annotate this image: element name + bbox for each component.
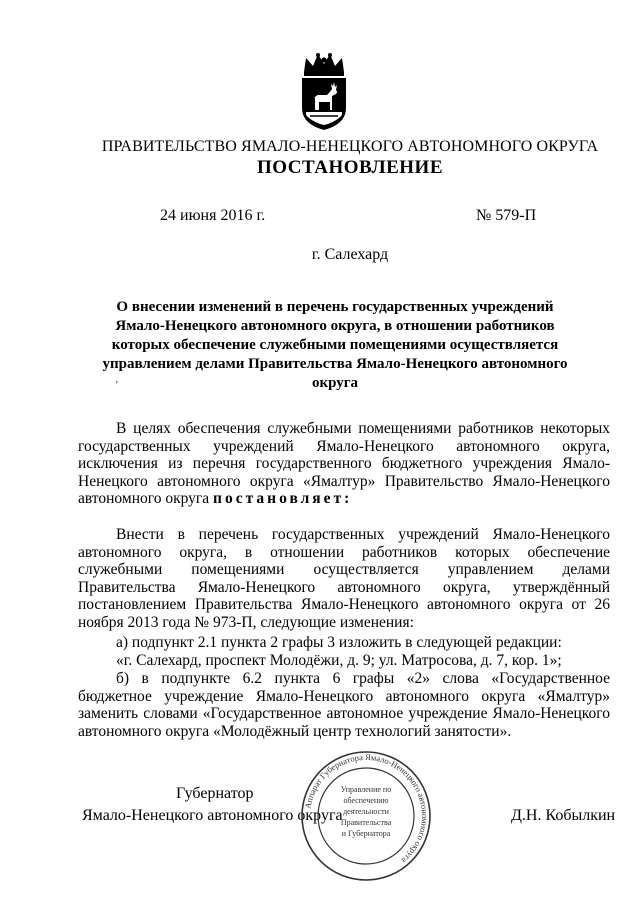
decree-word: постановляет: bbox=[213, 490, 353, 508]
paragraph-main: Внести в перечень государственных учреждений Ямало-Ненецкого автономного округа, в отношении работников которых обеспечение служебными помещениями осуществляется управлением делами Правительства Ямало-Ненецкого автономного округа, утверждённый постановлением Правительства Ямало-Ненецкого автономного округа от 26 ноября 2013 года № 973-П, следующие изменения: bbox=[78, 526, 610, 631]
official-stamp bbox=[298, 748, 434, 884]
stamp-line-1: Управление по bbox=[340, 785, 392, 794]
stamp-ring-text: Аппарат Губернатора Ямало-Ненецкого автономного округа bbox=[302, 751, 431, 866]
paragraph-address: «г. Салехард, проспект Молодёжи, д. 9; ул. Матросова, д. 7, кор. 1»; bbox=[116, 652, 562, 669]
paragraph-item-a: а) подпункт 2.1 пункта 2 графы 3 изложить в следующей редакции: bbox=[116, 634, 562, 651]
government-name: ПРАВИТЕЛЬСТВО ЯМАЛО-НЕНЕЦКОГО АВТОНОМНОГО ОКРУГА bbox=[101, 138, 599, 155]
signature-title: Губернатор bbox=[176, 785, 254, 802]
stamp-line-2: обеспечению bbox=[343, 796, 389, 805]
preamble-text: В целях обеспечения служебными помещениями работников некоторых государственных учреждений Ямало-Ненецкого автономного округа, исключения из перечня государственного бюджетного учреждения Ямало-Ненецкого автономного округа «Ямалтур» Правительство Ямало-Ненецкого автономного округа bbox=[78, 420, 610, 508]
signature-org: Ямало-Ненецкого автономного округа bbox=[82, 807, 343, 824]
document-number: № 579-П bbox=[476, 207, 537, 224]
paragraph-item-b: б) в подпункте 6.2 пункта 6 графы «2» слова «Государственное бюджетное учреждение Ямало-Ненецкого автономного округа «Ямалтур» заменить словами «Государственное автономное учреждение Ямало-Ненецкого автономного округа «Молодёжный центр технологий занятости». bbox=[78, 670, 610, 740]
stamp-line-4: Правительства bbox=[340, 818, 392, 827]
document-city: г. Салехард bbox=[311, 246, 389, 263]
stamp-line-5: и Губернатора bbox=[341, 829, 391, 838]
document-date: 24 июня 2016 г. bbox=[160, 207, 266, 224]
margin-mark: ' bbox=[116, 380, 118, 391]
document-type: ПОСТАНОВЛЕНИЕ bbox=[256, 157, 444, 178]
document-subject: О внесении изменений в перечень государственных учреждений Ямало-Ненецкого автономного округа, в отношении работников которых обеспечение служебными помещениями осуществляется управлением делами Правительства Ямало-Ненецкого автономного округа bbox=[102, 299, 568, 391]
signature-name: Д.Н. Кобылкин bbox=[511, 807, 616, 824]
paragraph-preamble bbox=[78, 420, 610, 508]
stamp-line-3: деятельности bbox=[343, 807, 389, 816]
coat-of-arms-icon bbox=[296, 52, 352, 132]
